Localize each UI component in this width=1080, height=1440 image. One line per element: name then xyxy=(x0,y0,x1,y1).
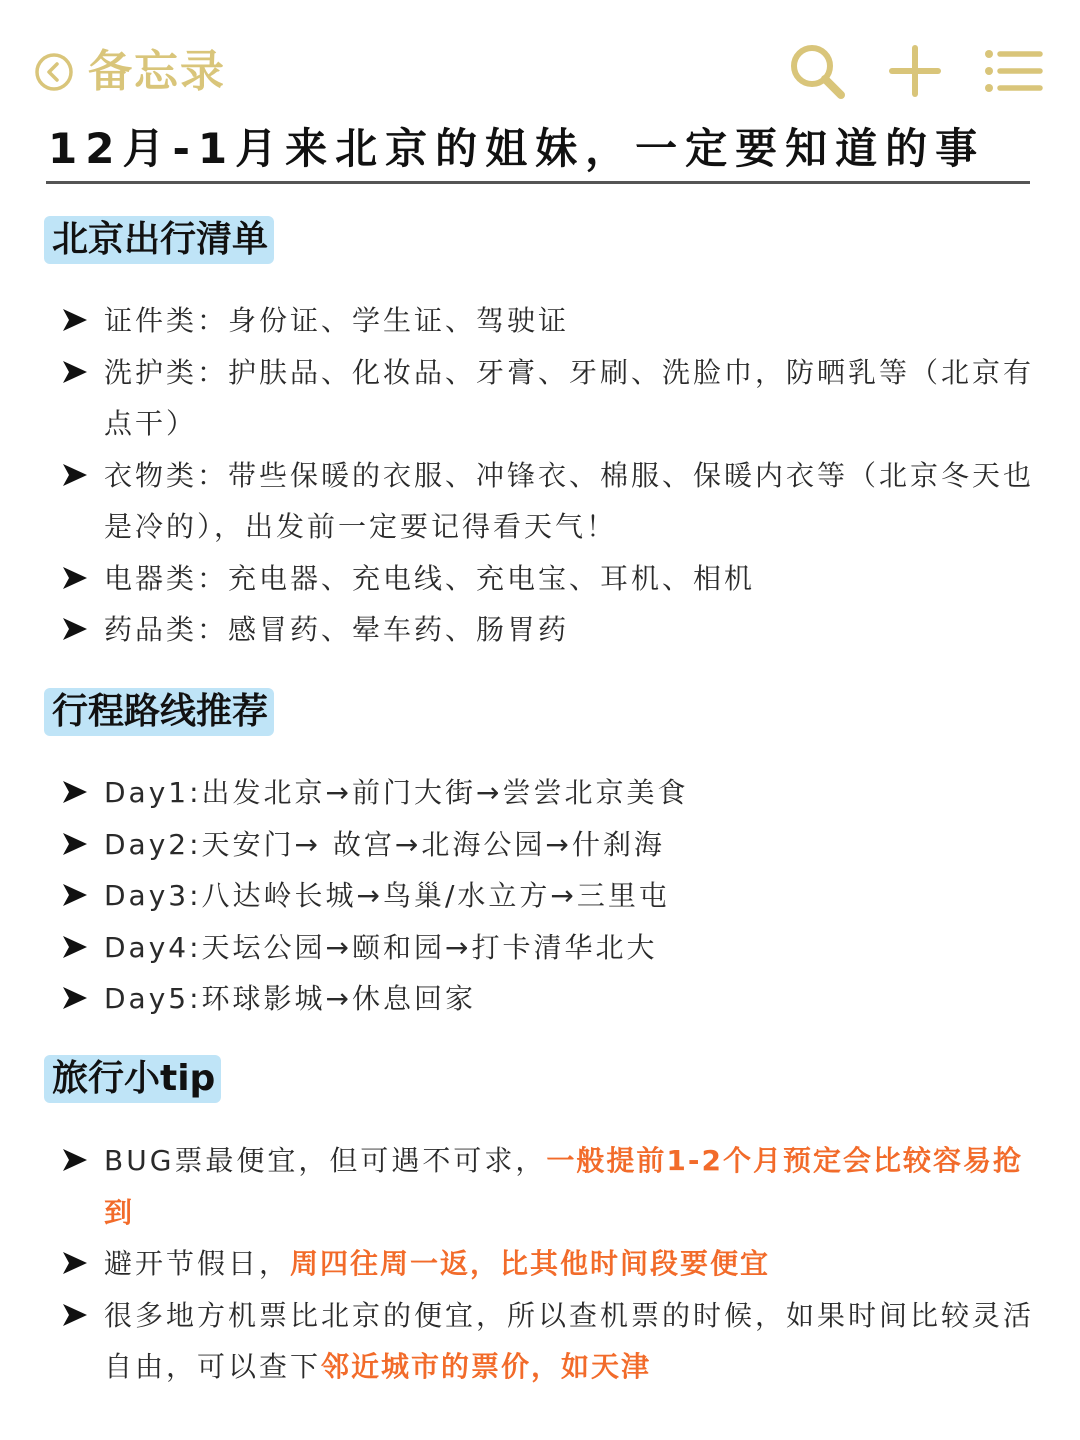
section-heading: 行程路线推荐 xyxy=(44,688,274,736)
arrow-bullet-icon xyxy=(62,463,88,487)
arrow-bullet-icon xyxy=(62,883,88,907)
arrow-bullet-icon xyxy=(62,308,88,332)
packing-list xyxy=(60,295,1035,656)
list-item xyxy=(60,1290,1035,1393)
back-label: 备忘录 xyxy=(88,46,226,97)
tips-list xyxy=(60,1135,1035,1393)
list-item-text: 药品类：感冒药、晕车药、肠胃药 xyxy=(104,613,570,646)
highlighted-text: 周四往周一返，比其他时间段要便宜 xyxy=(290,1247,771,1280)
list-item xyxy=(60,819,1035,871)
list-item xyxy=(60,1238,1035,1290)
list-item xyxy=(60,553,1035,605)
list-item xyxy=(60,922,1035,974)
list-item xyxy=(60,870,1035,922)
section-heading: 旅行小tip xyxy=(44,1055,221,1103)
arrow-bullet-icon xyxy=(62,360,88,384)
section-heading: 北京出行清单 xyxy=(44,216,274,264)
arrow-bullet-icon xyxy=(62,617,88,641)
list-item-text: 衣物类：带些保暖的衣服、冲锋衣、棉服、保暖内衣等（北京冬天也是冷的），出发前一定要记得看天气！ xyxy=(104,458,1035,543)
list-icon xyxy=(982,40,1044,102)
list-item xyxy=(60,767,1035,819)
plus-icon xyxy=(884,40,946,102)
menu-button[interactable] xyxy=(982,40,1044,102)
itinerary-list xyxy=(60,767,1035,1025)
list-item-text: Day2:天安门→ 故宫→北海公园→什刹海 xyxy=(104,827,665,861)
list-item-text: Day4:天坛公园→颐和园→打卡清华北大 xyxy=(104,930,658,964)
search-button[interactable] xyxy=(786,40,848,102)
list-item-text: Day5:环球影城→休息回家 xyxy=(104,982,476,1015)
highlighted-text: 一般提前1-2个月预定会比较容易抢到 xyxy=(104,1144,1023,1229)
arrow-bullet-icon xyxy=(62,780,88,804)
arrow-bullet-icon xyxy=(62,986,88,1010)
list-item-text: 证件类：身份证、学生证、驾驶证 xyxy=(104,304,570,337)
arrow-bullet-icon xyxy=(62,832,88,856)
back-button[interactable] xyxy=(34,44,226,100)
list-item xyxy=(60,347,1035,450)
list-item-text: BUG票最便宜，但可遇不可求， xyxy=(104,1144,547,1177)
add-button[interactable] xyxy=(884,40,946,102)
arrow-bullet-icon xyxy=(62,935,88,959)
arrow-bullet-icon xyxy=(62,1303,88,1327)
list-item xyxy=(60,295,1035,347)
list-item-text: Day3:八达岭长城→鸟巢/水立方→三里屯 xyxy=(104,879,670,912)
arrow-bullet-icon xyxy=(62,1148,88,1172)
note-title: 12月-1月来北京的姐妹，一定要知道的事 xyxy=(48,124,986,173)
list-item xyxy=(60,604,1035,656)
list-item-text: 电器类：充电器、充电线、充电宝、耳机、相机 xyxy=(104,561,756,595)
search-icon xyxy=(786,40,848,102)
list-item xyxy=(60,973,1035,1025)
list-item-text: 很多地方机票比北京的便宜，所以查机票的时候，如果时间比较灵活自由，可以查下 xyxy=(104,1298,1035,1383)
highlighted-text: 邻近城市的票价，如天津 xyxy=(321,1350,652,1383)
chevron-left-icon xyxy=(34,52,74,92)
list-item-text: 避开节假日， xyxy=(104,1247,291,1280)
title-divider xyxy=(46,181,1030,184)
top-bar xyxy=(0,0,1080,120)
arrow-bullet-icon xyxy=(62,566,88,590)
list-item xyxy=(60,450,1035,553)
list-item-text: Day1:出发北京→前门大街→尝尝北京美食 xyxy=(104,776,689,809)
list-item xyxy=(60,1135,1035,1238)
list-item-text: 洗护类：护肤品、化妆品、牙膏、牙刷、洗脸巾，防晒乳等（北京有点干） xyxy=(104,355,1035,440)
arrow-bullet-icon xyxy=(62,1251,88,1275)
